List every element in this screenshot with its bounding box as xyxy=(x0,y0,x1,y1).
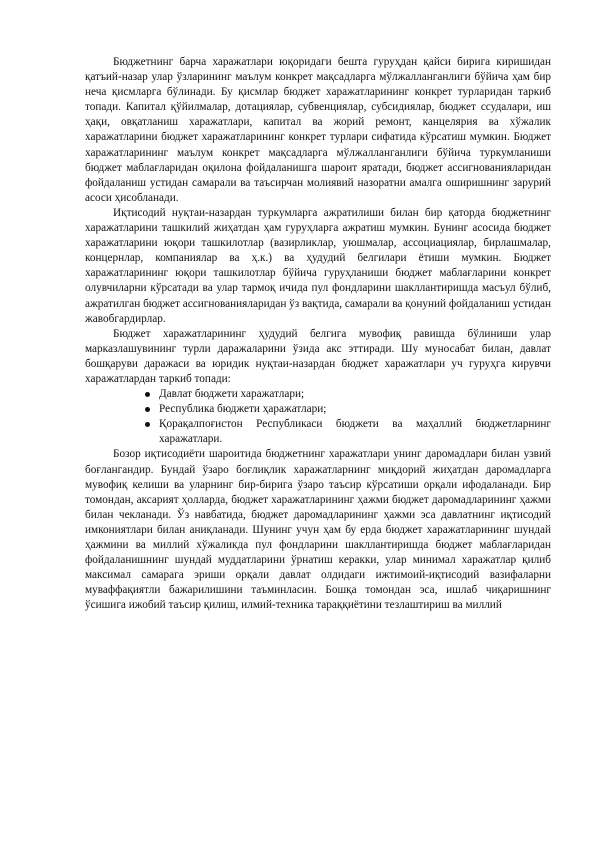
paragraph-4: Бозор иқтисодиёти шароитида бюджетнинг харажатлари унинг даромадлари билан узвий боғлангандир. Бундай ўзаро боғлиқлик харажатларнинг миқдорий жиҳатдан даромадларга мувофиқ келиши ва уларнинг бир-бирига ўзаро таъсир кўрсатиши орқали ифодаланади. Бир томондан, аксарият ҳолларда, бюджет харажатларининг ҳажми бюджет даромадларининг ҳажми билан чекланади. Ўз навбатида, бюджет даромадларининг ҳажми эса давлатнинг иқтисодий имкониятлари билан аниқланади. Шунинг учун ҳам бу ерда бюджет харажатларининг шундай ҳажмини ва миллий хўжаликда пул фондларини шакллантиришда бюджет маблағларидан фойдаланишнинг шундай муддатларини ўрнатиш керакки, улар минимал харажатлар қилиб максимал самарага эриши орқали давлат олдидаги ижтимоий-иқтисодий вазифаларни муваффақиятли бажарилишини таъминласин. Бошқа томондан эса, ишлаб чиқаришнинг ўсишига ижобий таъсир қилиш, илмий-техника тараққиётини тезлаштириш ва миллий xyxy=(85,448,551,612)
budget-groups-list xyxy=(85,387,551,447)
paragraph-3: Бюджет харажатларининг ҳудудий белгига мувофиқ равишда бўлиниши улар марказлашувининг турли даражаларини ўзида акс эттиради. Шу муносабат билан, давлат бошқаруви даражаси ва юридик нуқтаи-назардан бюджет харажатлари уч гуруҳга кирувчи харажатлардан таркиб топади: xyxy=(85,327,551,385)
list-item: Қорақалпоғистон Республикаси бюджети ва маҳаллий бюджетларнинг харажатлари. xyxy=(145,417,551,447)
document-body xyxy=(85,55,551,613)
list-item: Давлат бюджети харажатлари; xyxy=(145,387,551,402)
list-item: Республика бюджети ҳаражатлари; xyxy=(145,402,551,417)
paragraph-2: Иқтисодий нуқтаи-назардан туркумларга ажратилиши билан бир қаторда бюджетнинг харажатларини ташкилий жиҳатдан ҳам гуруҳларга ажратиш мумкин. Бунинг асосида бюджет харажатларини юқори ташкилотлар (вазирликлар, уюшмалар, ассоциациялар, бирлашмалар, концернлар, компаниялар ва ҳ.к.) ва ҳудудий белгилари ётиши мумкин. Бюджет харажатларининг юқори ташкилотлар бўйича гуруҳланиши бюджет маблағларини конкрет олувчиларни кўрсатади ва улар тармоқ ичида пул фондларини шакллантиришда масъул бўлиб, ажратилган бюджет ассигнованияларидан ўз вақтида, самарали ва қонуний фойдаланиш устидан жавобгардирлар. xyxy=(85,206,552,325)
paragraph-1: Бюджетнинг барча харажатлари юқоридаги бешта гуруҳдан қайси бирига киришидан қатъий-назар улар ўзларининг маълум конкрет мақсадларга мўлжалланганлиги бўйича ҳам бир неча қисмларга бўлинади. Бу қисмлар бюджет харажатларининг конкрет турларидан таркиб топади. Капитал қўйилмалар, дотациялар, субвенциялар, субсидиялар, бюджет ссудалари, иш ҳақи, овқатланиш харажатлари, капитал ва жорий ремонт, канцелярия ва хўжалик харажатларини бюджет харажатларининг конкрет турлари сифатида кўрсатиш мумкин. Бюджет харажатларининг маълум конкрет мақсадларга мўлжалланганлиги бўйича туркумланиши бюджет маблағларидан оқилона фойдаланишга шароит яратади, бюджет ассигнованияларидан фойдаланиш устидан самарали ва таъсирчан молиявий назоратни амалга оширишнинг зарурий асоси ҳисобланади. xyxy=(85,56,551,204)
